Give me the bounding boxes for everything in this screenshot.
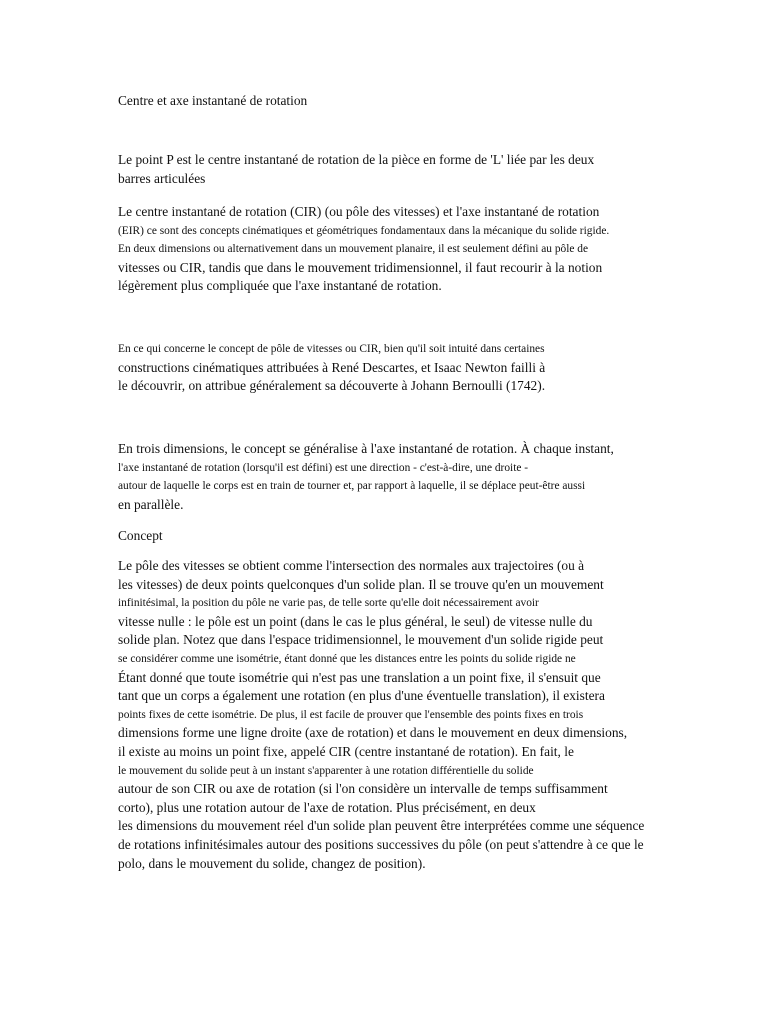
text-line: infinitésimal, la position du pôle ne varie pas, de telle sorte qu'elle doit nécessairement avoir — [118, 597, 539, 610]
text-line: En trois dimensions, le concept se généralise à l'axe instantané de rotation. À chaque instant, — [118, 441, 614, 456]
text-line: polo, dans le mouvement du solide, changez de position). — [118, 855, 426, 871]
text-line: solide plan. Notez que dans l'espace tridimensionnel, le mouvement d'un solide rigide peut — [118, 632, 604, 648]
text-line: se considérer comme une isométrie, étant donné que les distances entre les points du solide rigide ne — [118, 652, 576, 665]
title-text: Centre et axe instantané de rotation — [118, 93, 308, 108]
paragraph-figure-caption — [118, 151, 678, 188]
text-line: Le centre instantané de rotation (CIR) (ou pôle des vitesses) et l'axe instantané de rotation — [118, 204, 600, 219]
text-line: Le point P est le centre instantané de rotation de la pièce en forme de 'L' liée par les deux — [118, 152, 595, 167]
text-line: Étant donné que toute isométrie qui n'est pas une translation a un point fixe, il s'ensuit que — [118, 669, 601, 685]
paragraph-three-dimensions — [118, 440, 678, 514]
text-line: autour de laquelle le corps est en train de tourner et, par rapport à laquelle, il se déplace peut-être aussi — [118, 480, 586, 493]
document-title — [118, 92, 678, 111]
text-line: dimensions forme une ligne droite (axe de rotation) et dans le mouvement en deux dimensions, — [118, 725, 628, 741]
text-line: le mouvement du solide peut à un instant s'apparenter à une rotation différentielle du solide — [118, 764, 534, 777]
text-line: le découvrir, on attribue généralement sa découverte à Johann Bernoulli (1742). — [118, 378, 546, 394]
text-line: les vitesses) de deux points quelconques d'un solide plan. Il se trouve qu'en un mouvement — [118, 576, 604, 592]
text-line: autour de son CIR ou axe de rotation (si l'on considère un intervalle de temps suffisamment — [118, 781, 608, 797]
text-line: constructions cinématiques attribuées à René Descartes, et Isaac Newton failli à — [118, 359, 546, 375]
section-heading-text: Concept — [118, 528, 163, 543]
paragraph-definition — [118, 203, 678, 296]
text-line: vitesses ou CIR, tandis que dans le mouvement tridimensionnel, il faut recourir à la notion — [118, 259, 603, 275]
text-line: de rotations infinitésimales autour des positions successives du pôle (on peut s'attendre à ce que le — [118, 836, 644, 852]
text-line: les dimensions du mouvement réel d'un solide plan peuvent être interprétées comme une séquence — [118, 818, 645, 834]
paragraph-history — [118, 340, 678, 396]
text-line: en parallèle. — [118, 496, 184, 512]
text-line: points fixes de cette isométrie. De plus, il est facile de prouver que l'ensemble des points fixes en trois — [118, 708, 584, 721]
text-line: barres articulées — [118, 170, 206, 186]
text-line: (EIR) ce sont des concepts cinématiques et géométriques fondamentaux dans la mécanique du solide rigide. — [118, 224, 610, 237]
text-line: Le pôle des vitesses se obtient comme l'intersection des normales aux trajectoires (ou à — [118, 558, 585, 573]
text-line: En deux dimensions ou alternativement dans un mouvement planaire, il est seulement défini au pôle de — [118, 243, 589, 256]
text-line: corto), plus une rotation autour de l'axe de rotation. Plus précisément, en deux — [118, 799, 536, 815]
text-line: tant que un corps a également une rotation (en plus d'une éventuelle translation), il existera — [118, 688, 605, 704]
paragraph-concept — [118, 557, 678, 873]
text-line: l'axe instantané de rotation (lorsqu'il est défini) est une direction - c'est-à-dire, une droite - — [118, 461, 529, 474]
text-line: légèrement plus compliquée que l'axe instantané de rotation. — [118, 278, 442, 294]
text-line: vitesse nulle : le pôle est un point (dans le cas le plus général, le seul) de vitesse nulle du — [118, 613, 593, 629]
text-line: il existe au moins un point fixe, appelé CIR (centre instantané de rotation). En fait, le — [118, 743, 574, 759]
text-line: En ce qui concerne le concept de pôle de vitesses ou CIR, bien qu'il soit intuité dans certaines — [118, 343, 545, 355]
section-heading-concept — [118, 527, 678, 546]
